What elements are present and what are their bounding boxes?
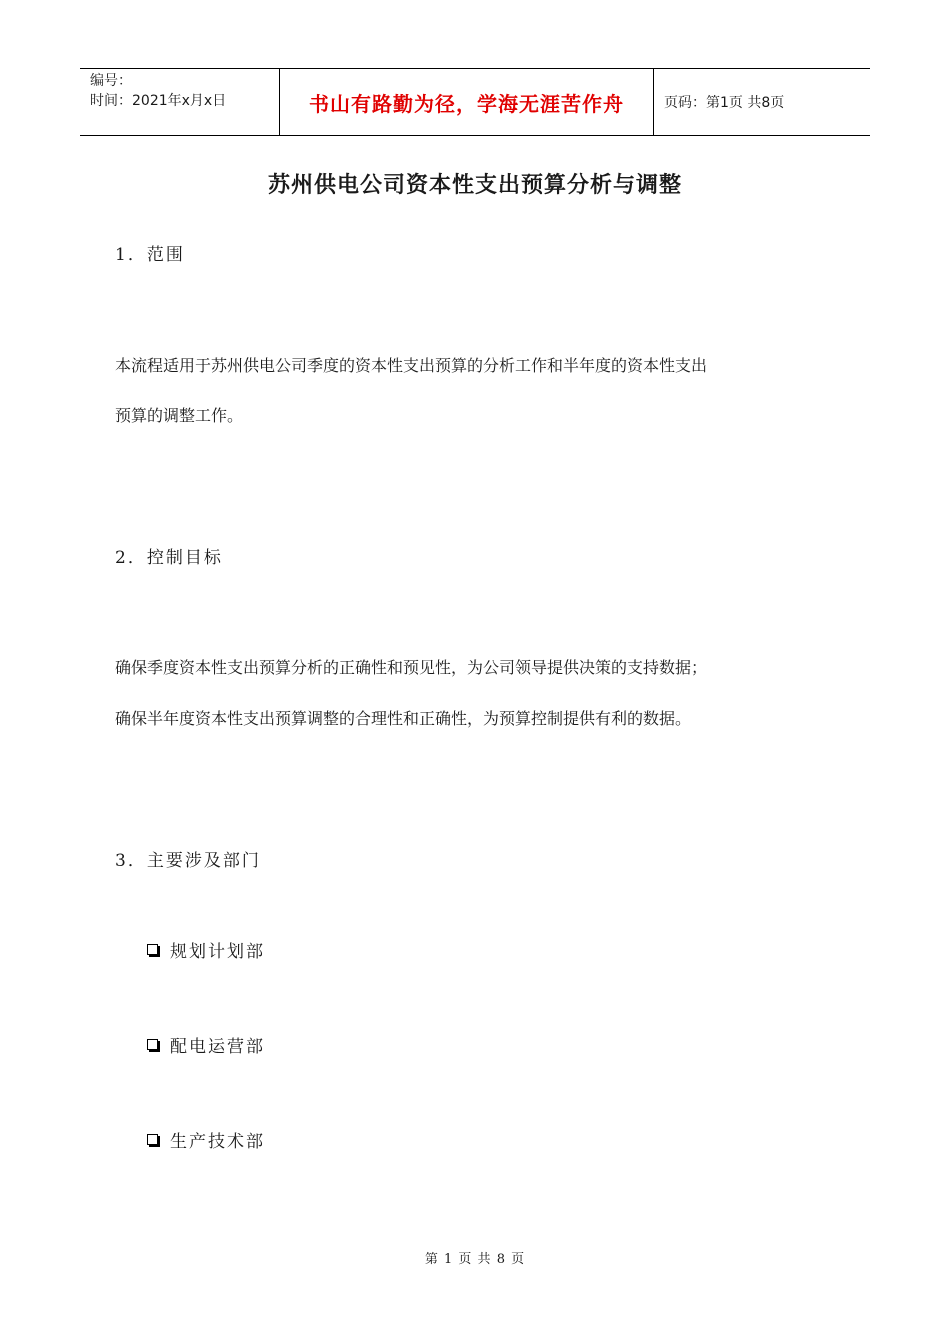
header-motto: 书山有路勤为径，学海无涯苦作舟 xyxy=(280,69,654,135)
section-heading-objective: 2．控制目标 xyxy=(115,548,223,568)
footer-page-number: 第 1 页 共 8 页 xyxy=(424,1252,526,1267)
document-header xyxy=(80,68,870,136)
time-label: 时间：2021年x月x日 xyxy=(90,93,227,109)
department-label: 配电运营部 xyxy=(170,1037,265,1057)
section-heading-departments: 3．主要涉及部门 xyxy=(115,851,261,871)
document-title: 苏州供电公司资本性支出预算分析与调整 xyxy=(267,172,682,198)
department-item xyxy=(147,1032,265,1057)
objective-paragraph-line: 确保季度资本性支出预算分析的正确性和预见性，为公司领导提供决策的支持数据； xyxy=(115,658,708,677)
department-item xyxy=(147,937,265,962)
checkbox-icon xyxy=(147,1134,158,1145)
section-heading-scope: 1．范围 xyxy=(115,245,185,265)
department-label: 生产技术部 xyxy=(170,1132,265,1152)
checkbox-icon xyxy=(147,1039,158,1050)
scope-paragraph-line: 预算的调整工作。 xyxy=(115,406,244,425)
checkbox-icon xyxy=(147,944,158,955)
objective-paragraph-line: 确保半年度资本性支出预算调整的合理性和正确性，为预算控制提供有利的数据。 xyxy=(115,709,692,728)
header-meta xyxy=(80,69,280,135)
department-label: 规划计划部 xyxy=(170,942,265,962)
header-page-info: 页码：第1页 共8页 xyxy=(664,95,785,111)
department-item xyxy=(147,1127,265,1152)
number-label: 编号： xyxy=(90,73,132,89)
scope-paragraph-line: 本流程适用于苏州供电公司季度的资本性支出预算的分析工作和半年度的资本性支出 xyxy=(115,356,708,375)
